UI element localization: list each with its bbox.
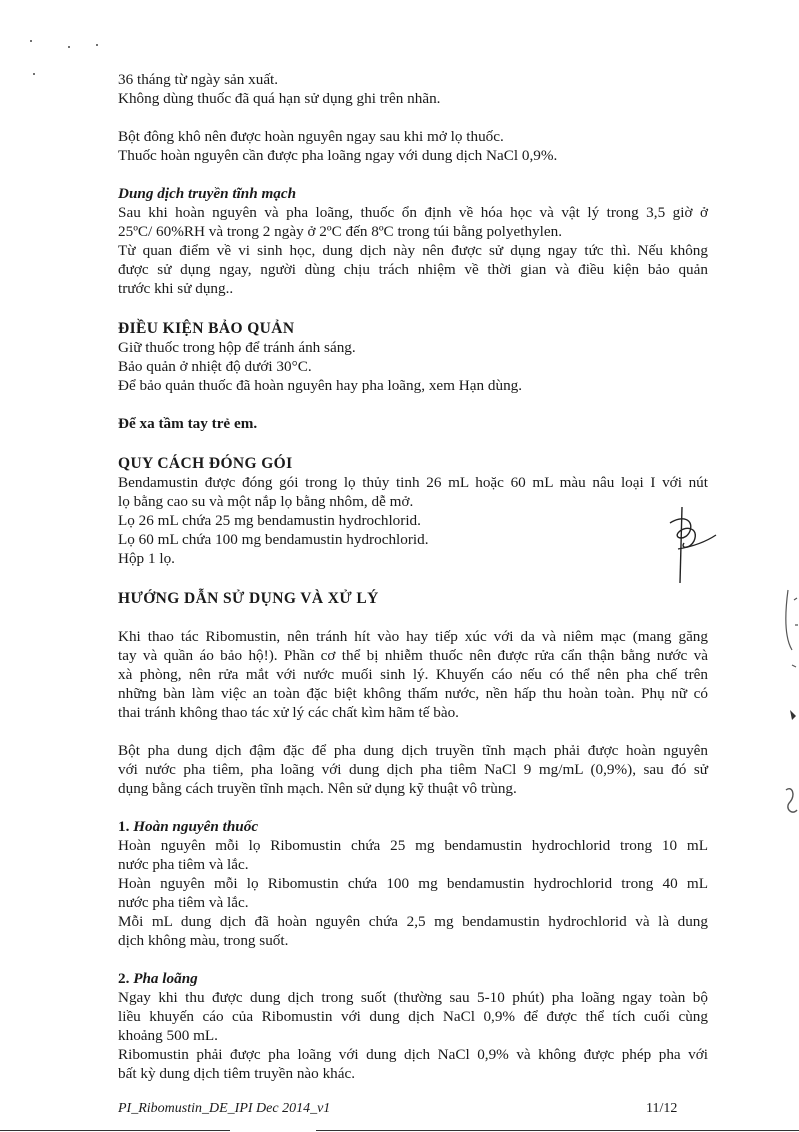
reconstitution-line: Hoàn nguyên mỗi lọ Ribomustin chứa 100 mg bendamustin hydrochlorid trong 40 mL: [118, 875, 708, 892]
packaging-line: Lọ 26 mL chứa 25 mg bendamustin hydrochlorid.: [118, 512, 421, 529]
handling-line: dụng bằng cách truyền tĩnh mạch. Nên sử dụng kỹ thuật vô trùng.: [118, 780, 517, 797]
storage-warning: Để xa tầm tay trẻ em.: [118, 415, 258, 432]
document-body: [118, 70, 708, 1083]
infusion-line: được sử dụng ngay, người dùng chịu trách nhiệm về thời gian và điều kiện bảo quản: [118, 261, 708, 278]
handling-heading: HƯỚNG DẪN SỬ DỤNG VÀ XỬ LÝ: [118, 590, 379, 607]
packaging-line: Bendamustin được đóng gói trong lọ thủy tinh 26 mL hoặc 60 mL màu nâu loại I với nút: [118, 474, 708, 491]
intro-line: Không dùng thuốc đã quá hạn sử dụng ghi trên nhãn.: [118, 90, 441, 107]
storage-line: Để bảo quản thuốc đã hoàn nguyên hay pha loãng, xem Hạn dùng.: [118, 377, 523, 394]
infusion-line: Sau khi hoàn nguyên và pha loãng, thuốc ổn định về hóa học và vật lý trong 3,5 giờ ở: [118, 204, 708, 221]
scan-speck: [33, 73, 35, 75]
scan-edge-artifact: [770, 580, 799, 830]
infusion-line: Từ quan điểm về vi sinh học, dung dịch này nên được sử dụng ngay tức thì. Nếu không: [118, 242, 708, 259]
scan-speck: [30, 40, 32, 42]
infusion-line: 25ºC/ 60%RH và trong 2 ngày ở 2ºC đến 8ºC trong túi bằng polyethylen.: [118, 223, 562, 240]
dilution-line: liều khuyến cáo của Ribomustin với dung dịch NaCl 0,9% để được thể tích cuối cùng: [118, 1008, 708, 1025]
footer-page-number: 11/12: [646, 1101, 678, 1116]
footer-document-id: PI_Ribomustin_DE_IPI Dec 2014_v1: [118, 1101, 331, 1116]
scan-speck: [96, 44, 98, 46]
dilution-line: Ribomustin phải được pha loãng với dung dịch NaCl 0,9% và không được phép pha với: [118, 1046, 708, 1063]
handling-line: tay và quần áo bảo hộ!). Phần cơ thể bị nhiễm thuốc nên được rửa cẩn thận bằng nước và: [118, 647, 708, 664]
packaging-heading: QUY CÁCH ĐÓNG GÓI: [118, 455, 293, 472]
storage-heading: ĐIỀU KIỆN BẢO QUẢN: [118, 320, 295, 337]
reconstitution-note: Bột đông khô nên được hoàn nguyên ngay sau khi mở lọ thuốc.: [118, 128, 504, 145]
footer-rule: [316, 1130, 799, 1131]
reconstitution-line: nước pha tiêm và lắc.: [118, 856, 249, 873]
packaging-line: Lọ 60 mL chứa 100 mg bendamustin hydrochlorid.: [118, 531, 429, 548]
handling-line: những bàn làm việc an toàn đặc biệt không thấm nước, nền hấp thu hoàn toàn. Phụ nữ có: [118, 685, 708, 702]
reconstitution-number: 1.: [118, 818, 130, 835]
infusion-line: trước khi sử dụng..: [118, 280, 234, 297]
handling-line: với nước pha tiêm, pha loãng với dung dịch pha tiêm NaCl 9 mg/mL (0,9%), sau đó sử: [118, 761, 708, 778]
signature-mark: [660, 505, 720, 585]
handling-line: Khi thao tác Ribomustin, nên tránh hít vào hay tiếp xúc với da và niêm mạc (mang găng: [118, 628, 708, 645]
intro-line: 36 tháng từ ngày sản xuất.: [118, 71, 279, 88]
dilution-line: Ngay khi thu được dung dịch trong suốt (thường sau 5-10 phút) pha loãng ngay toàn bộ: [118, 989, 708, 1006]
reconstitution-heading: [118, 817, 708, 836]
handling-line: xà phòng, nên rửa mắt với nước muối sinh lý. Khuyến cáo nếu có thể nên pha chế trên: [118, 666, 708, 683]
packaging-line: Hộp 1 lọ.: [118, 550, 175, 567]
handling-line: thai tránh không thao tác xử lý các chất kìm hãm tế bào.: [118, 704, 459, 721]
reconstitution-line: dịch không màu, trong suốt.: [118, 932, 289, 949]
reconstitution-line: nước pha tiêm và lắc.: [118, 894, 249, 911]
reconstitution-note: Thuốc hoàn nguyên cần được pha loãng ngay với dung dịch NaCl 0,9%.: [118, 147, 558, 164]
reconstitution-title: Hoàn nguyên thuốc: [133, 818, 259, 835]
reconstitution-line: Hoàn nguyên mỗi lọ Ribomustin chứa 25 mg bendamustin hydrochlorid trong 10 mL: [118, 837, 708, 854]
reconstitution-line: Mỗi mL dung dịch đã hoàn nguyên chứa 2,5 mg bendamustin hydrochlorid và là dung: [118, 913, 708, 930]
footer-rule: [0, 1130, 230, 1131]
scan-speck: [68, 46, 70, 48]
infusion-heading: Dung dịch truyền tĩnh mạch: [118, 185, 297, 202]
dilution-line: khoảng 500 mL.: [118, 1027, 218, 1044]
dilution-title: Pha loãng: [133, 970, 198, 987]
dilution-line: bất kỳ dung dịch tiêm truyền nào khác.: [118, 1065, 356, 1082]
packaging-line: lọ bằng cao su và một nắp lọ bằng nhôm, dễ mở.: [118, 493, 414, 510]
dilution-number: 2.: [118, 970, 130, 987]
dilution-heading: [118, 969, 708, 988]
storage-line: Bảo quản ở nhiệt độ dưới 30°C.: [118, 358, 312, 375]
handling-line: Bột pha dung dịch đậm đặc để pha dung dịch truyền tĩnh mạch phải được hoàn nguyên: [118, 742, 708, 759]
storage-line: Giữ thuốc trong hộp để tránh ánh sáng.: [118, 339, 356, 356]
